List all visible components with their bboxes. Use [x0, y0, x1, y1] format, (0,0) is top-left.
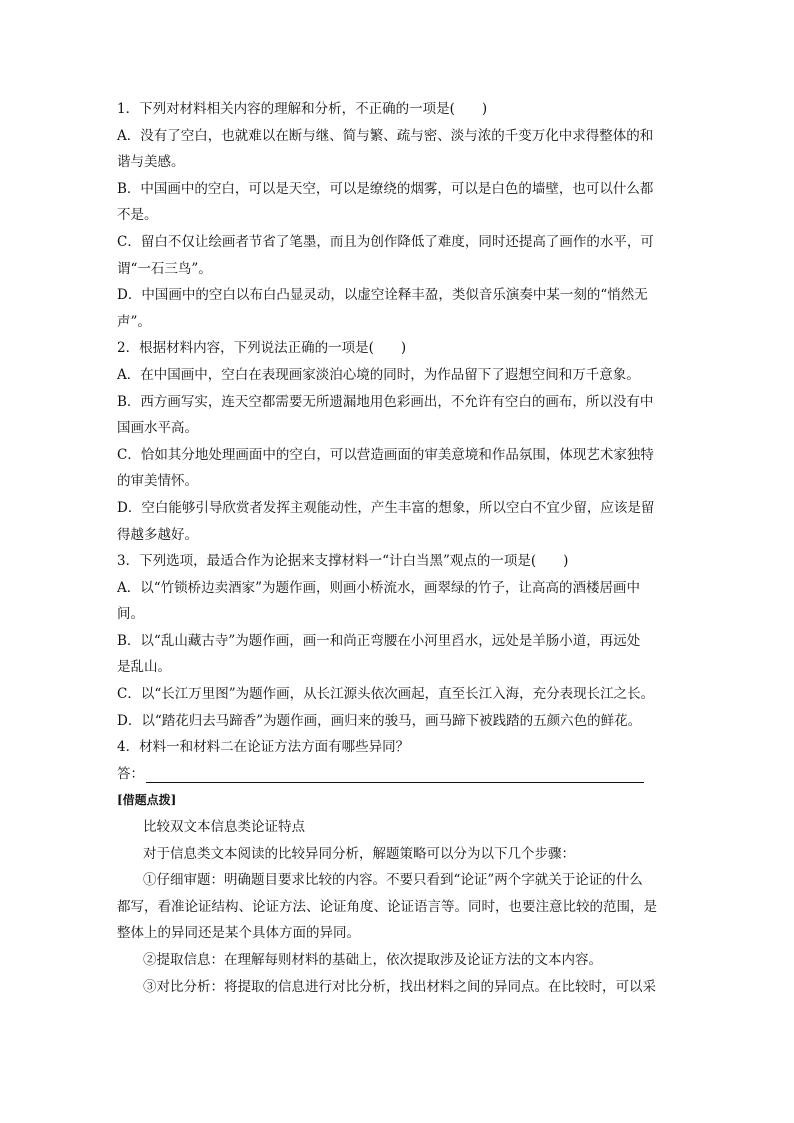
question-2-option-a: A．在中国画中，空白在表现画家淡泊心境的同时，为作品留下了遐想空间和万千意象。: [117, 366, 640, 383]
tip-step-1: ①仔细审题：明确题目要求比较的内容。不要只看到“论证”两个字就关于论证的什么: [143, 872, 643, 889]
question-1-option-a: A．没有了空白，也就难以在断与继、简与繁、疏与密、淡与浓的千变万化中求得整体的和: [117, 127, 654, 144]
question-1-option-d-cont: 声”。: [117, 313, 151, 330]
question-3-option-d: D．以“踏花归去马蹄香”为题作画，画归来的骏马，画马蹄下被践踏的五颜六色的鲜花。: [117, 712, 642, 729]
tip-intro: 对于信息类文本阅读的比较异同分析，解题策略可以分为以下几个步骤：: [143, 845, 575, 862]
question-4-answer-row: [117, 761, 682, 788]
tip-step-2: ②提取信息：在理解每则材料的基础上，依次提取涉及论证方法的文本内容。: [143, 952, 602, 968]
question-2-stem: 2．根据材料内容，下列说法正确的一项是( ): [117, 340, 407, 357]
question-2-option-c-cont: 的审美情怀。: [117, 473, 198, 490]
question-2-option-d-cont: 得越多越好。: [117, 526, 198, 543]
tip-tag: [借题点拨]: [117, 793, 177, 808]
question-3-option-a: A．以“竹锁桥边卖酒家”为题作画，则画小桥流水，画翠绿的竹子，让高高的酒楼居画中: [117, 579, 641, 596]
question-1-option-d: D．中国画中的空白以布白凸显灵动，以虚空诠释丰盈，类似音乐演奏中某一刻的“悄然无: [117, 287, 648, 304]
document-content: [117, 96, 682, 1000]
tip-step-1-cont-2: 整体上的异同还是某个具体方面的异同。: [117, 925, 360, 942]
question-2-option-b: B．西方画写实，连天空都需要无所遗漏地用色彩画出，不允许有空白的画布，所以没有中: [117, 393, 654, 410]
question-4-stem: 4．材料一和材料二在论证方法方面有哪些异同？: [117, 739, 410, 756]
question-3-option-b: B．以“乱山藏古寺”为题作画，画一和尚正弯腰在小河里舀水，远处是羊肠小道，再远处: [117, 632, 641, 649]
tip-step-1-cont: 都写，看准论证结构、论证方法、论证角度、论证语言等。同时，也要注意比较的范围，是: [117, 898, 657, 915]
question-1-option-c-cont: 谓“一石三鸟”。: [117, 260, 212, 277]
question-3-stem: 3．下列选项，最适合作为论据来支撑材料一“计白当黑”观点的一项是( ): [117, 553, 569, 570]
tip-title: 比较双文本信息类论证特点: [143, 819, 305, 836]
question-1-option-a-cont: 谐与美感。: [117, 154, 185, 171]
question-1-option-c: C．留白不仅让绘画者节省了笔墨，而且为创作降低了难度，同时还提高了画作的水平，可: [117, 233, 654, 250]
question-1-stem: 1．下列对材料相关内容的理解和分析，不正确的一项是( ): [117, 101, 488, 117]
answer-label: 答：: [117, 765, 144, 782]
answer-blank-line[interactable]: [146, 763, 644, 783]
question-2-option-d: D．空白能够引导欣赏者发挥主观能动性，产生丰富的想象，所以空白不宜少留，应该是留: [117, 499, 655, 516]
tip-step-3: ③对比分析：将提取的信息进行对比分析，找出材料之间的异同点。在比较时，可以采: [143, 978, 656, 995]
question-2-option-c: C．恰如其分地处理画面中的空白，可以营造画面的审美意境和作品氛围，体现艺术家独特: [117, 446, 654, 463]
question-1-option-b-cont: 不是。: [117, 207, 158, 224]
question-3-option-a-cont: 间。: [117, 606, 144, 623]
question-3-option-c: C．以“长江万里图”为题作画，从长江源头依次画起，直至长江入海，充分表现长江之长。: [117, 686, 655, 703]
question-1-option-b: B．中国画中的空白，可以是天空，可以是缭绕的烟雾，可以是白色的墙壁，也可以什么都: [117, 180, 654, 197]
question-3-option-b-cont: 是乱山。: [117, 659, 171, 676]
question-2-option-b-cont: 国画水平高。: [117, 420, 198, 437]
